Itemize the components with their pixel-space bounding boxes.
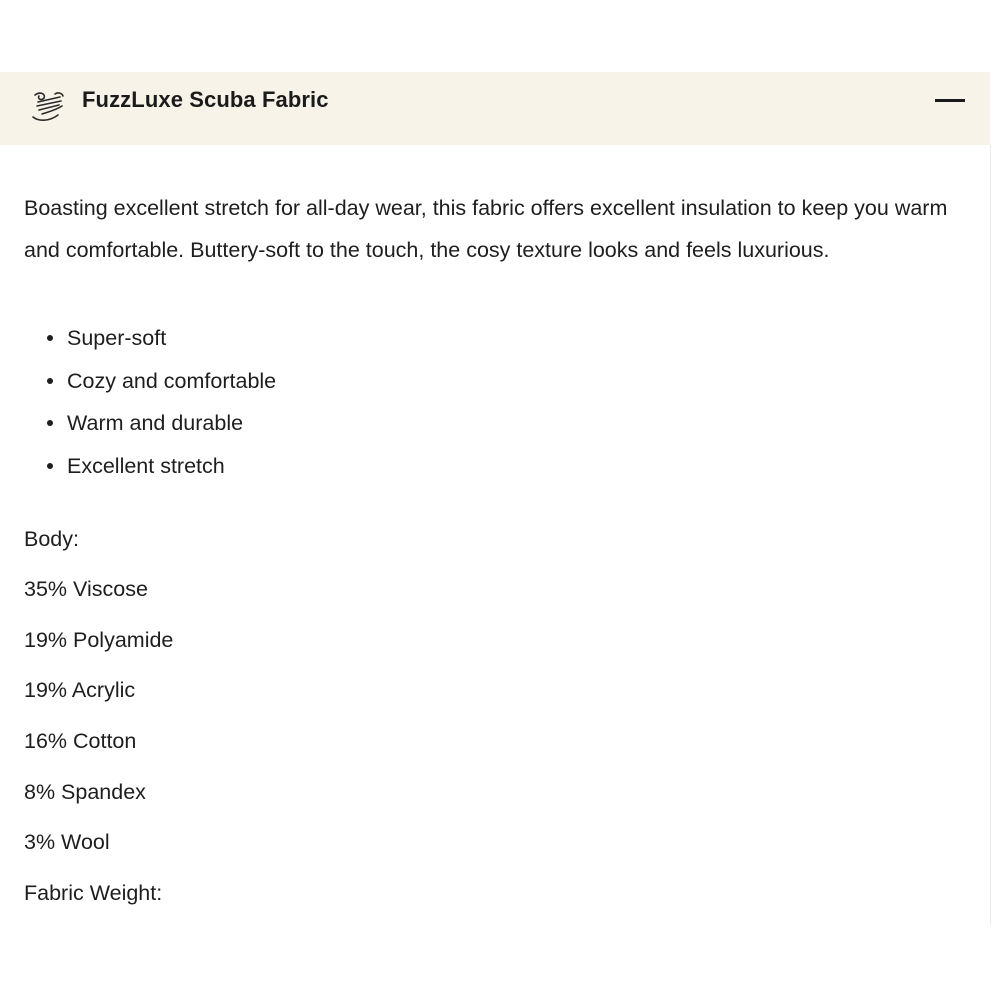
feature-item: Super-soft: [24, 317, 276, 360]
minus-icon[interactable]: [935, 94, 965, 106]
accordion-header[interactable]: [0, 72, 990, 145]
composition-item: 19% Acrylic: [24, 678, 136, 702]
fabric-weight-label: Fabric Weight:: [24, 881, 163, 905]
composition-item: 3% Wool: [24, 830, 110, 854]
composition-item: 35% Viscose: [24, 577, 148, 601]
feature-item: Warm and durable: [24, 402, 276, 445]
feature-item: Excellent stretch: [24, 445, 276, 488]
composition-item: 8% Spandex: [24, 780, 146, 804]
fabric-swirl-icon: [30, 88, 68, 124]
fabric-description: Boasting excellent stretch for all-day wear, this fabric offers excellent insulation to keep you warm and comfortable. Buttery-soft to the touch, the cosy texture looks and feels luxurious.: [24, 196, 948, 262]
bullet-icon: [47, 378, 53, 384]
bullet-icon: [47, 420, 53, 426]
composition-item: 19% Polyamide: [24, 628, 174, 652]
body-label: Body:: [24, 527, 79, 551]
composition-item: 16% Cotton: [24, 729, 137, 753]
fabric-accordion: [0, 72, 990, 905]
bullet-icon: [47, 463, 53, 469]
accordion-title: FuzzLuxe Scuba Fabric: [82, 87, 329, 112]
feature-list: [24, 317, 276, 487]
feature-item: Cozy and comfortable: [24, 360, 276, 403]
accordion-body: [0, 145, 991, 925]
bullet-icon: [47, 335, 53, 341]
